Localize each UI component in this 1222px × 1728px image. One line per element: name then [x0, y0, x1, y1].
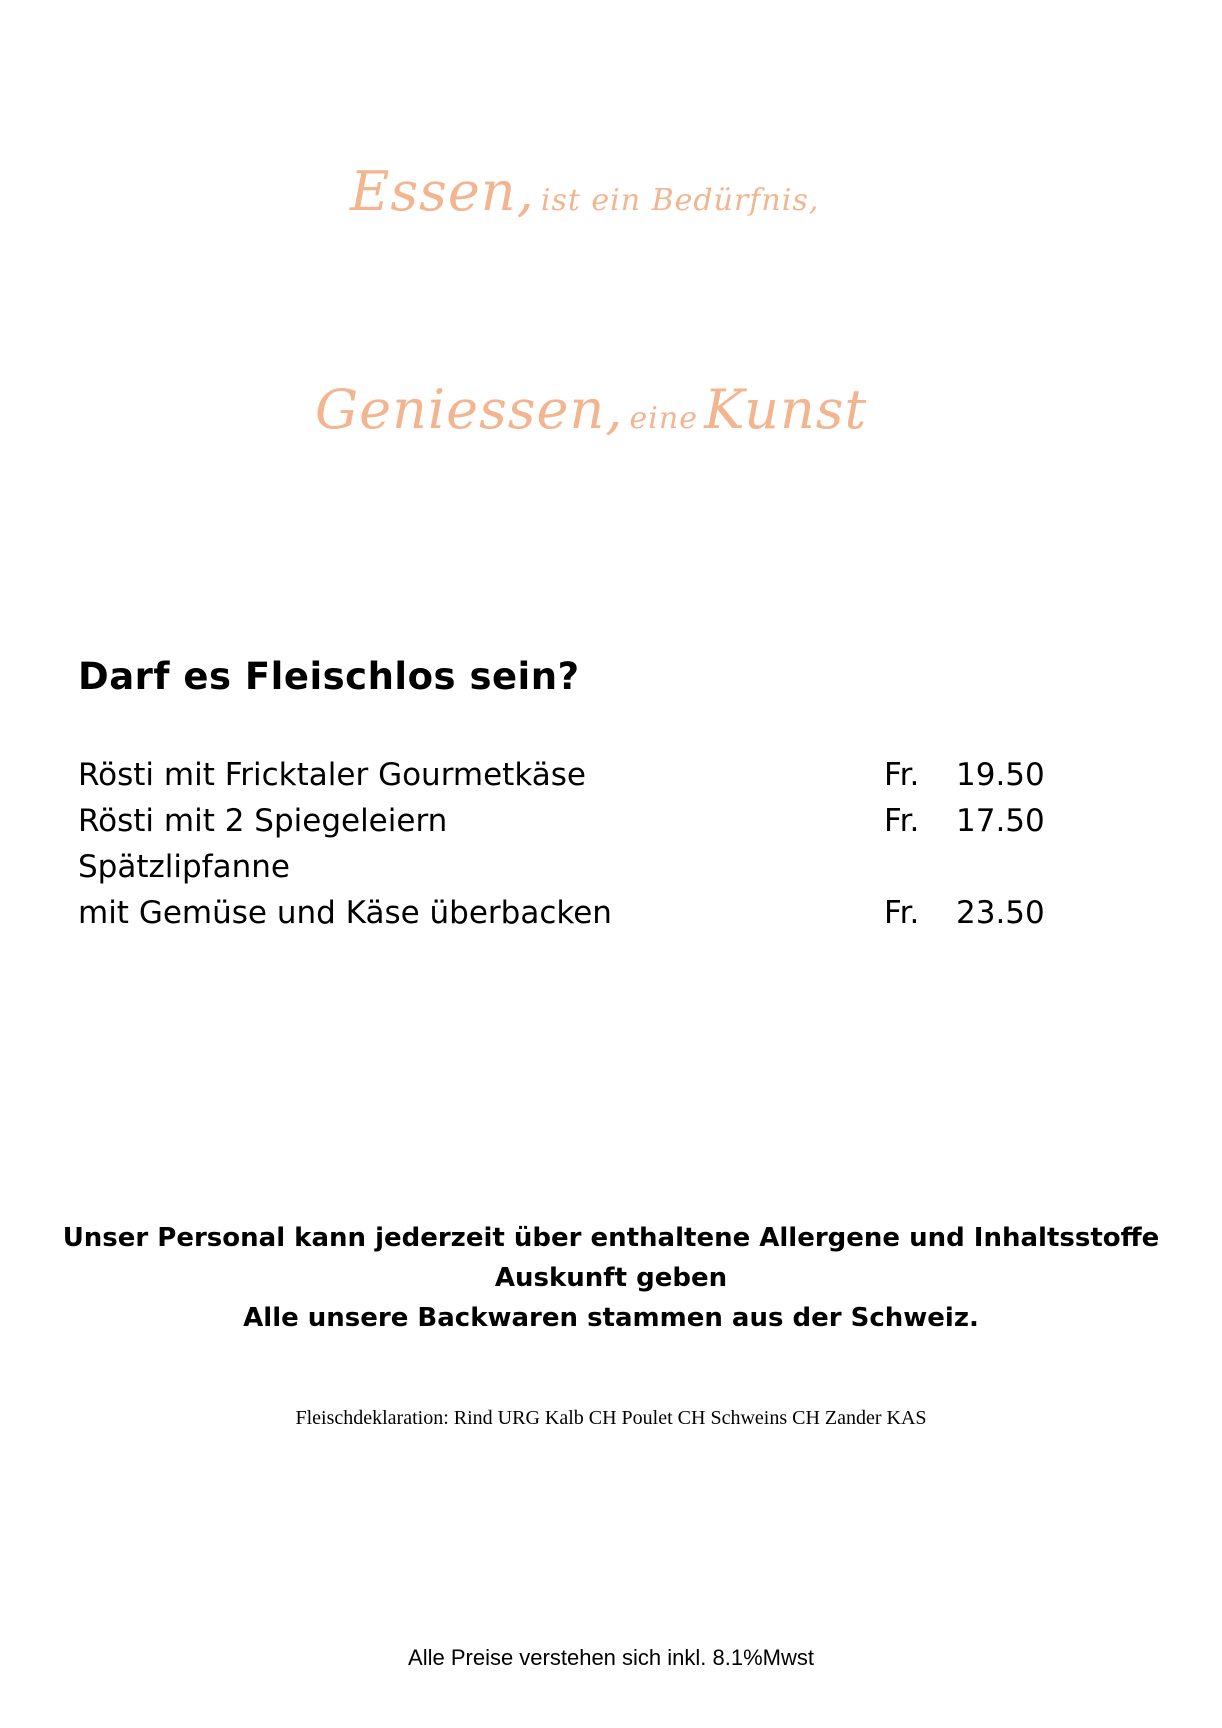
menu-item-currency: Fr.: [884, 757, 920, 793]
menu-item-name: mit Gemüse und Käse überbacken: [78, 895, 612, 931]
tagline-geniessen-rest: Kunst: [704, 378, 868, 441]
tagline-essen-rest: ist ein Bedürfnis,: [540, 183, 820, 218]
menu-item-name: Rösti mit Fricktaler Gourmetkäse: [78, 757, 586, 793]
menu-item: [78, 752, 1058, 798]
allergen-notice: [40, 1218, 1182, 1338]
bakery-origin-notice: Alle unsere Backwaren stammen aus der Schweiz.: [243, 1303, 979, 1333]
tagline-essen: [350, 160, 819, 223]
menu-item: [78, 890, 1058, 936]
tagline-geniessen: [315, 378, 867, 441]
menu-item-price: 19.50: [956, 757, 1045, 793]
menu-item-name: Rösti mit 2 Spiegeleiern: [78, 803, 448, 839]
allergen-notice-line: Unser Personal kann jederzeit über enthaltene Allergene und Inhaltsstoffe: [62, 1223, 1160, 1253]
vat-note: Alle Preise verstehen sich inkl. 8.1%Mwst: [408, 1645, 814, 1670]
menu-item: [78, 844, 1058, 890]
meat-declaration: Fleischdeklaration: Rind URG Kalb CH Poulet CH Schweins CH Zander KAS: [295, 1407, 927, 1429]
menu-item-price: 23.50: [956, 895, 1045, 931]
menu-item-currency: Fr.: [884, 803, 920, 839]
tagline-geniessen-mid: eine: [629, 401, 698, 436]
menu-item-currency: Fr.: [884, 895, 920, 931]
menu-list: [78, 752, 1058, 936]
section-title: Darf es Fleischlos sein?: [78, 655, 580, 698]
tagline-geniessen-word: Geniessen,: [315, 378, 624, 441]
tagline-essen-word: Essen,: [350, 160, 535, 223]
menu-item: [78, 798, 1058, 844]
allergen-notice-line: Auskunft geben: [494, 1263, 728, 1293]
menu-item-price: 17.50: [956, 803, 1045, 839]
menu-item-name: Spätzlipfanne: [78, 849, 290, 885]
